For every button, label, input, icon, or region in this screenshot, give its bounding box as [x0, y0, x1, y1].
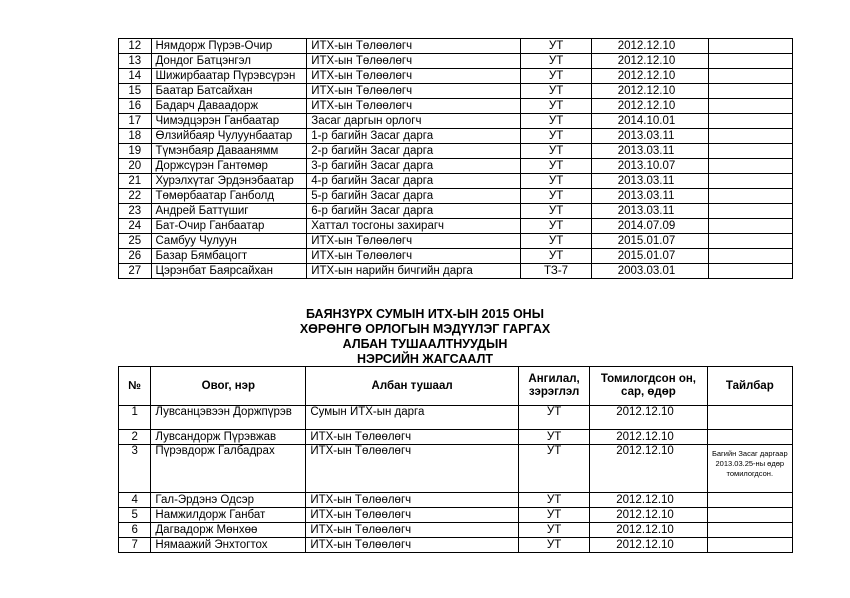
- table-row: [119, 159, 793, 174]
- row-number: 27: [119, 264, 152, 279]
- row-category: УТ: [521, 234, 591, 249]
- row-category: УТ: [521, 174, 591, 189]
- row-position: Засаг даргын орлогч: [307, 114, 521, 129]
- header-date-line1: Томилогдсон он,: [600, 373, 696, 385]
- row-number: 17: [119, 114, 152, 129]
- row-note: [709, 144, 793, 159]
- row-category: УТ: [521, 159, 591, 174]
- row-name: Пүрэвдорж Галбадрах: [151, 445, 306, 493]
- row-category: ТЗ-7: [521, 264, 591, 279]
- row-number: 24: [119, 219, 152, 234]
- row-category: УТ: [521, 114, 591, 129]
- row-category: УТ: [521, 54, 591, 69]
- table-row: [119, 84, 793, 99]
- row-date: 2013.03.11: [591, 174, 709, 189]
- row-number: 5: [119, 508, 151, 523]
- table-row: [119, 39, 793, 54]
- row-name: Базар Бямбацогт: [151, 249, 307, 264]
- row-number: 19: [119, 144, 152, 159]
- table-row: [119, 406, 793, 430]
- header-category-line1: Ангилал,: [528, 373, 580, 385]
- row-category: УТ: [521, 69, 591, 84]
- row-position: ИТХ-ын нарийн бичгийн дарга: [307, 264, 521, 279]
- table-row: [119, 129, 793, 144]
- header-category-line2: зэрэглэл: [528, 386, 580, 398]
- row-name: Намжилдорж Ганбат: [151, 508, 306, 523]
- row-date: 2012.12.10: [590, 445, 707, 493]
- row-name: Хурэлхүтаг Эрдэнэбаатар: [151, 174, 307, 189]
- title-line-4: НЭРСИЙН ЖАГСААЛТ: [356, 352, 494, 366]
- row-note: [709, 189, 793, 204]
- row-position: ИТХ-ын Төлөөлөгч: [307, 39, 521, 54]
- row-category: УТ: [521, 189, 591, 204]
- row-name: Самбуу Чулуун: [151, 234, 307, 249]
- row-number: 22: [119, 189, 152, 204]
- table-row: [119, 114, 793, 129]
- row-note: [709, 204, 793, 219]
- row-number: 16: [119, 99, 152, 114]
- row-date: 2012.12.10: [591, 69, 709, 84]
- row-note: [707, 538, 792, 553]
- row-position: ИТХ-ын Төлөөлөгч: [307, 84, 521, 99]
- row-note: [709, 174, 793, 189]
- row-position: ИТХ-ын Төлөөлөгч: [307, 69, 521, 84]
- table-row: [119, 144, 793, 159]
- row-number: 21: [119, 174, 152, 189]
- row-position: 2-р багийн Засаг дарга: [307, 144, 521, 159]
- row-name: Түмэнбаяр Даваанямм: [151, 144, 307, 159]
- table-row: [119, 219, 793, 234]
- row-position: Сумын ИТХ-ын дарга: [306, 406, 519, 430]
- row-position: ИТХ-ын Төлөөлөгч: [307, 249, 521, 264]
- row-number: 4: [119, 493, 151, 508]
- row-number: 14: [119, 69, 152, 84]
- row-position: ИТХ-ын Төлөөлөгч: [307, 99, 521, 114]
- header-category: [518, 367, 589, 406]
- row-number: 23: [119, 204, 152, 219]
- row-position: 5-р багийн Засаг дарга: [307, 189, 521, 204]
- row-note: [709, 54, 793, 69]
- row-name: Дондог Батцэнгэл: [151, 54, 307, 69]
- row-number: 6: [119, 523, 151, 538]
- officials-table: [118, 366, 793, 553]
- row-date: 2012.12.10: [590, 493, 707, 508]
- title-line-1: БАЯНЗҮРХ СУМЫН ИТХ-ЫН 2015 ОНЫ: [306, 307, 544, 321]
- row-category: УТ: [521, 39, 591, 54]
- row-note: [709, 129, 793, 144]
- row-number: 15: [119, 84, 152, 99]
- row-date: 2013.03.11: [591, 189, 709, 204]
- row-note: [709, 39, 793, 54]
- row-position: ИТХ-ын Төлөөлөгч: [307, 234, 521, 249]
- row-position: 1-р багийн Засаг дарга: [307, 129, 521, 144]
- row-date: 2013.03.11: [591, 204, 709, 219]
- row-note: [707, 508, 792, 523]
- row-number: 20: [119, 159, 152, 174]
- row-note: [709, 84, 793, 99]
- row-note: [709, 159, 793, 174]
- row-number: 18: [119, 129, 152, 144]
- row-name: Бат-Очир Ганбаатар: [151, 219, 307, 234]
- row-date: 2013.03.11: [591, 129, 709, 144]
- table-row: [119, 430, 793, 445]
- row-number: 2: [119, 430, 151, 445]
- row-name: Цэрэнбат Баярсайхан: [151, 264, 307, 279]
- row-category: УТ: [518, 508, 589, 523]
- row-position: 6-р багийн Засаг дарга: [307, 204, 521, 219]
- row-name: Бадарч Даваадорж: [151, 99, 307, 114]
- table-row: [119, 204, 793, 219]
- row-number: 12: [119, 39, 152, 54]
- row-category: УТ: [521, 219, 591, 234]
- row-date: 2013.10.07: [591, 159, 709, 174]
- row-date: 2012.12.10: [590, 406, 707, 430]
- row-position: 3-р багийн Засаг дарга: [307, 159, 521, 174]
- row-position: ИТХ-ын Төлөөлөгч: [306, 430, 519, 445]
- row-category: УТ: [518, 538, 589, 553]
- row-name: Доржсүрэн Гантөмөр: [151, 159, 307, 174]
- header-note: Тайлбар: [707, 367, 792, 406]
- table-row: [119, 523, 793, 538]
- row-date: 2012.12.10: [590, 523, 707, 538]
- row-date: 2013.03.11: [591, 144, 709, 159]
- row-note: [707, 430, 792, 445]
- row-position: 4-р багийн Засаг дарга: [307, 174, 521, 189]
- table-row: [119, 189, 793, 204]
- row-number: 3: [119, 445, 151, 493]
- row-note: [707, 523, 792, 538]
- table-row: [119, 445, 793, 493]
- row-date: 2014.10.01: [591, 114, 709, 129]
- row-date: 2015.01.07: [591, 234, 709, 249]
- officials-table-continued: [118, 38, 793, 279]
- row-name: Гал-Эрдэнэ Одсэр: [151, 493, 306, 508]
- row-number: 13: [119, 54, 152, 69]
- row-position: ИТХ-ын Төлөөлөгч: [306, 508, 519, 523]
- row-position: ИТХ-ын Төлөөлөгч: [306, 523, 519, 538]
- row-date: 2012.12.10: [591, 54, 709, 69]
- header-date: [590, 367, 707, 406]
- row-number: 7: [119, 538, 151, 553]
- row-name: Дагвадорж Мөнхөө: [151, 523, 306, 538]
- row-number: 1: [119, 406, 151, 430]
- row-date: 2012.12.10: [590, 430, 707, 445]
- table-row: [119, 69, 793, 84]
- row-note: [707, 493, 792, 508]
- header-row: [119, 367, 793, 406]
- row-note: [709, 234, 793, 249]
- row-position: Хаттал тосгоны захирагч: [307, 219, 521, 234]
- row-position: ИТХ-ын Төлөөлөгч: [307, 54, 521, 69]
- row-date: 2012.12.10: [590, 538, 707, 553]
- table-row: [119, 234, 793, 249]
- table-row: [119, 493, 793, 508]
- row-category: УТ: [518, 430, 589, 445]
- row-date: 2014.07.09: [591, 219, 709, 234]
- row-category: УТ: [518, 445, 589, 493]
- table-row: [119, 538, 793, 553]
- row-category: УТ: [521, 84, 591, 99]
- row-category: УТ: [521, 129, 591, 144]
- row-date: 2003.03.01: [591, 264, 709, 279]
- table-row: [119, 174, 793, 189]
- row-position: ИТХ-ын Төлөөлөгч: [306, 445, 519, 493]
- row-category: УТ: [518, 523, 589, 538]
- row-name: Лувсандорж Пүрэвжав: [151, 430, 306, 445]
- row-note: [709, 219, 793, 234]
- title-line-3: АЛБАН ТУШААЛТНУУДЫН: [342, 337, 508, 351]
- table-row: [119, 249, 793, 264]
- table-row: [119, 264, 793, 279]
- row-date: 2012.12.10: [591, 99, 709, 114]
- row-category: УТ: [521, 204, 591, 219]
- row-name: Шижирбаатар Пүрэвсүрэн: [151, 69, 307, 84]
- row-name: Нямаажий Энхтогтох: [151, 538, 306, 553]
- row-category: УТ: [518, 406, 589, 430]
- row-name: Нямдорж Пүрэв-Очир: [151, 39, 307, 54]
- row-category: УТ: [521, 99, 591, 114]
- row-note: [709, 249, 793, 264]
- table-row: [119, 508, 793, 523]
- row-category: УТ: [518, 493, 589, 508]
- header-date-line2: сар, өдөр: [621, 386, 676, 398]
- row-note: [709, 264, 793, 279]
- row-number: 26: [119, 249, 152, 264]
- row-position: ИТХ-ын Төлөөлөгч: [306, 493, 519, 508]
- row-name: Төмөрбаатар Ганболд: [151, 189, 307, 204]
- row-name: Андрей Баттүшиг: [151, 204, 307, 219]
- row-note: [707, 406, 792, 430]
- header-position: Албан тушаал: [306, 367, 519, 406]
- row-name: Чимэдцэрэн Ганбаатар: [151, 114, 307, 129]
- row-number: 25: [119, 234, 152, 249]
- row-note: [709, 99, 793, 114]
- row-note: [709, 114, 793, 129]
- row-date: 2012.12.10: [591, 39, 709, 54]
- row-name: Өлзийбаяр Чулуунбаатар: [151, 129, 307, 144]
- table-row: [119, 99, 793, 114]
- row-name: Баатар Батсайхан: [151, 84, 307, 99]
- title-line-2: ХӨРӨНГӨ ОРЛОГЫН МЭДҮҮЛЭГ ГАРГАХ: [299, 322, 551, 336]
- row-name: Лувсанцэвээн Доржпүрэв: [151, 406, 306, 430]
- row-category: УТ: [521, 249, 591, 264]
- table-row: [119, 54, 793, 69]
- document-title: [0, 307, 850, 367]
- header-name: Овог, нэр: [151, 367, 306, 406]
- row-date: 2012.12.10: [591, 84, 709, 99]
- row-date: 2012.12.10: [590, 508, 707, 523]
- row-date: 2015.01.07: [591, 249, 709, 264]
- header-number: №: [119, 367, 151, 406]
- row-note: Багийн Засаг даргаар 2013.03.25-ны өдөр томилогдсон.: [707, 445, 792, 493]
- row-category: УТ: [521, 144, 591, 159]
- row-note: [709, 69, 793, 84]
- row-position: ИТХ-ын Төлөөлөгч: [306, 538, 519, 553]
